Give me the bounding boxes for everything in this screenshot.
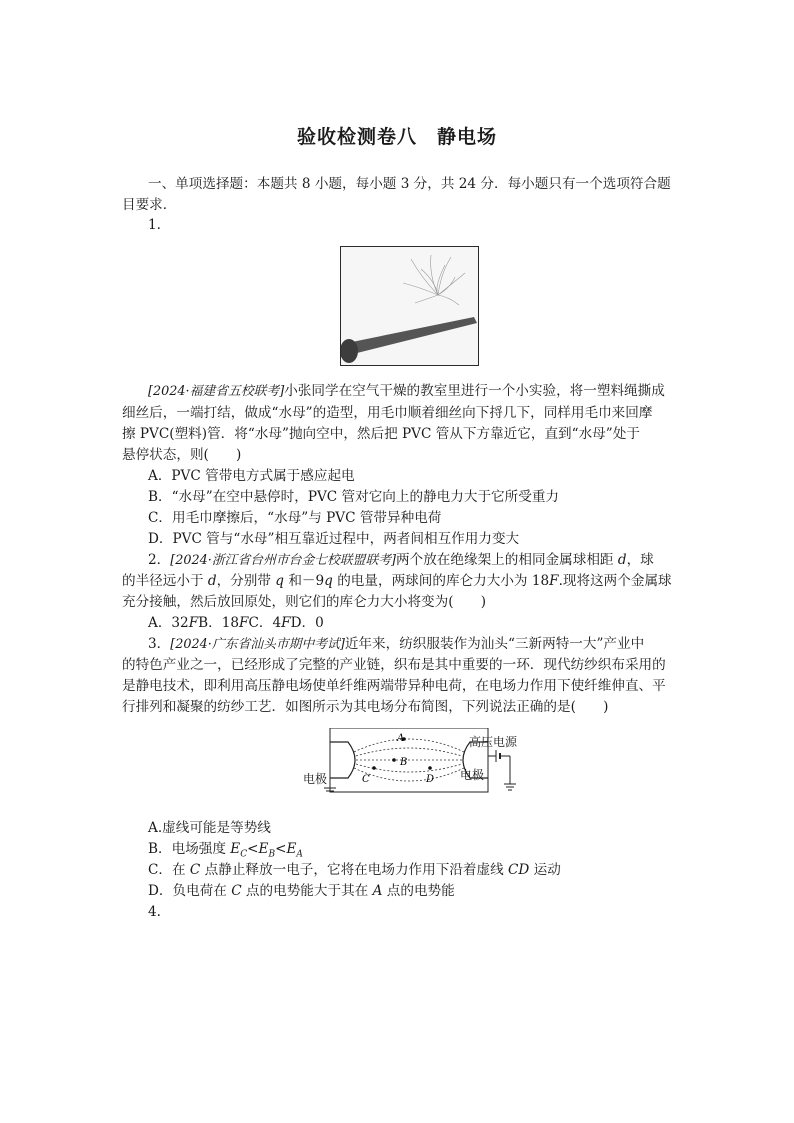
q1-option-d: D．PVC 管与“水母”相互靠近过程中，两者间相互作用力变大 [148,531,520,547]
field-lines [354,739,464,781]
q3-option-a: A.虚线可能是等势线 [148,820,271,836]
pvc-jellyfish-illustration [341,247,478,365]
q3-option-d: D．负电荷在 C 点的电势能大于其在 A 点的电势能 [148,883,455,899]
q1-option-a: A．PVC 管带电方式属于感应起电 [148,468,355,484]
q1-photo [340,246,479,366]
q2-line-2: 的半径远小于 d，分别带 q 和－9q 的电量，两球间的库仑力大小为 18F.现将这两个金属球 [122,573,672,589]
q1-option-b: B．“水母”在空中悬停时，PVC 管对它向上的静电力大于它所受重力 [148,489,560,505]
point-d-dot [428,766,432,770]
q2-line-3: 充分接触，然后放回原处，则它们的库仑力大小将变为( ) [122,594,487,610]
point-c-dot [372,766,376,770]
q1-line-3: 擦 PVC(塑料)管．将“水母”抛向空中，然后把 PVC 管从下方靠近它，直到“水母”处于 [122,426,640,442]
q2-source: [2024·浙江省台州市台金七校联盟联考] [170,553,397,568]
q2-options: A．32FB．18FC．4FD．0 [148,615,324,631]
label-a: A [397,733,405,744]
q1-line-1: [2024·福建省五校联考]小张同学在空气干燥的教室里进行一个小实验，将一塑料绳撕成 [148,383,665,399]
q3-line-1: 3．[2024·广东省汕头市期中考试]近年来，纺织服装作为汕头“三新两特一大”产业中 [148,636,645,652]
label-c: C [362,774,370,785]
label-right-electrode: 电极 [460,768,485,782]
jellyfish-strands [403,255,465,305]
page-title: 验收检测卷八 静电场 [296,126,497,148]
q1-line-2: 细丝后，一端打结，做成“水母”的造型，用毛巾顺着细丝向下捋几下，同样用毛巾来回摩 [122,405,653,421]
q3-source: [2024·广东省汕头市期中考试] [170,637,345,652]
q3-line-4: 行排列和凝聚的纺纱工艺．如图所示为其电场分布简图，下列说法正确的是( ) [122,699,609,715]
q1-line-4: 悬停状态，则( ) [122,447,242,463]
q1-source: [2024·福建省五校联考] [148,384,285,399]
left-electrode [330,742,355,778]
q3-option-c: C．在 C 点静止释放一电子，它将在电场力作用下沿着虚线 CD 运动 [148,862,561,878]
q2-line-1: 2．[2024·浙江省台州市台金七校联盟联考]两个放在绝缘架上的相同金属球相距 d，球 [148,552,654,568]
q1-number: 1. [148,217,161,233]
label-b: B [400,757,408,768]
label-left-electrode: 电极 [303,772,328,786]
q3-line-3: 是静电技术，即利用高压静电场使单纤维两端带异种电荷，在电场力作用下使纤维伸直、平 [122,678,666,694]
pvc-tube [341,317,477,355]
label-d: D [426,774,435,785]
q1-option-c: C．用毛巾摩擦后，“水母”与 PVC 管带异种电荷 [148,510,442,526]
section-heading-line-2: 目要求． [122,197,177,213]
section-heading-line-1: 一、单项选择题：本题共 8 小题，每小题 3 分，共 24 分．每小题只有一个选项符合题 [148,176,671,192]
label-high-voltage-source: 高压电源 [469,735,518,749]
q3-option-b: B．电场强度 $E_C<E_B<E_A$ [148,841,303,860]
point-b-dot [392,758,396,762]
q4-number: 4. [148,904,161,920]
q3-line-2: 的特色产业之一，已经形成了完整的产业链，织布是其中重要的一环．现代纺纱织布采用的 [122,657,666,673]
